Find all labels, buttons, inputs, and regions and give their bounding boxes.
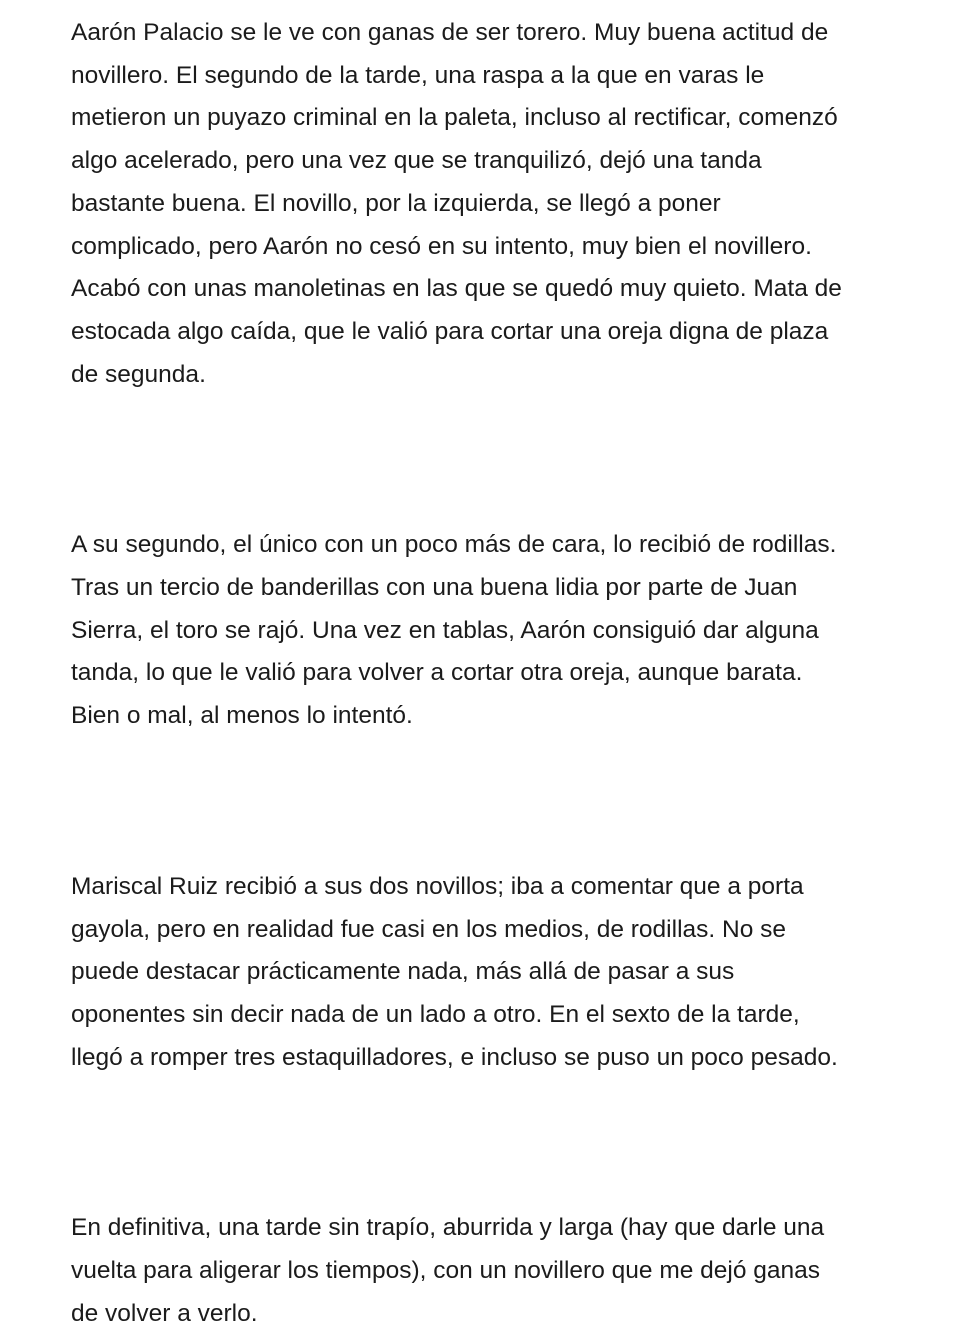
- text-line: de volver a verlo.: [71, 1299, 258, 1327]
- text-line: En definitiva, una tarde sin trapío, aburrida y larga (hay que darle una: [71, 1214, 825, 1242]
- text-line: bastante buena. El novillo, por la izquierda, se llegó a poner: [71, 189, 721, 217]
- text-line: Tras un tercio de banderillas con una buena lidia por parte de Juan: [71, 574, 798, 602]
- text-line: A su segundo, el único con un poco más de cara, lo recibió de rodillas.: [71, 531, 837, 559]
- text-line: metieron un puyazo criminal en la paleta, incluso al rectificar, comenzó: [71, 104, 838, 132]
- text-line: oponentes sin decir nada de un lado a otro. En el sexto de la tarde,: [71, 1000, 800, 1028]
- text-line: Acabó con unas manoletinas en las que se quedó muy quieto. Mata de: [71, 275, 842, 303]
- text-line: Mariscal Ruiz recibió a sus dos novillos; iba a comentar que a porta: [71, 872, 804, 900]
- text-line: algo acelerado, pero una vez que se tranquilizó, dejó una tanda: [71, 147, 762, 175]
- text-line: estocada algo caída, que le valió para cortar una oreja digna de plaza: [71, 317, 829, 345]
- text-line: tanda, lo que le valió para volver a cortar otra oreja, aunque barata.: [71, 659, 803, 687]
- text-line: Aarón Palacio se le ve con ganas de ser torero. Muy buena actitud de: [71, 19, 829, 46]
- text-line: puede destacar prácticamente nada, más allá de pasar a sus: [71, 958, 735, 986]
- text-line: de segunda.: [71, 360, 206, 388]
- text-line: gayola, pero en realidad fue casi en los medios, de rodillas. No se: [71, 915, 786, 943]
- text-line: novillero. El segundo de la tarde, una raspa a la que en varas le: [71, 61, 765, 89]
- paragraph-spacer: [71, 738, 901, 866]
- text-line: Bien o mal, al menos lo intentó.: [71, 702, 413, 730]
- paragraph-spacer: [71, 396, 901, 524]
- text-line: complicado, pero Aarón no cesó en su intento, muy bien el novillero.: [71, 232, 812, 260]
- paragraph-conclusion: [71, 1207, 901, 1335]
- paragraph-aaron-second-bull: [71, 524, 901, 738]
- text-line: vuelta para aligerar los tiempos), con un novillero que me dejó ganas: [71, 1257, 821, 1285]
- text-line: llegó a romper tres estaquilladores, e incluso se puso un poco pesado.: [71, 1043, 838, 1071]
- paragraph-aaron-first-bull: [71, 12, 901, 396]
- article-body: [71, 12, 901, 1335]
- paragraph-mariscal-ruiz: [71, 866, 901, 1080]
- paragraph-spacer: [71, 1079, 901, 1207]
- text-line: Sierra, el toro se rajó. Una vez en tablas, Aarón consiguió dar alguna: [71, 616, 819, 644]
